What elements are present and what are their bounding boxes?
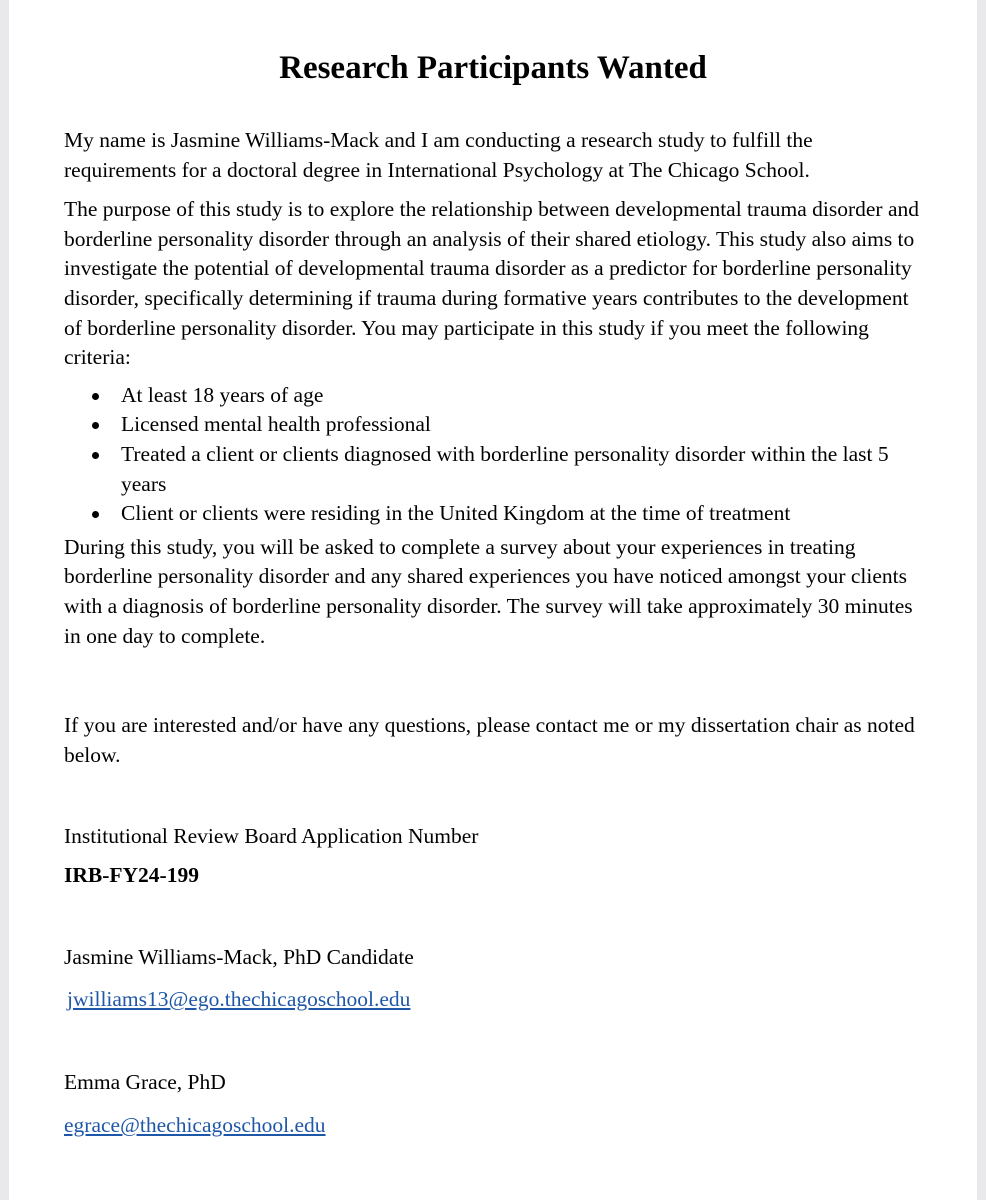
bullet-icon	[92, 511, 99, 518]
investigator-name: Jasmine Williams-Mack, PhD Candidate	[64, 945, 414, 970]
list-item: Treated a client or clients diagnosed with borderline personality disorder within the last 5 years	[64, 440, 929, 499]
list-item: At least 18 years of age	[64, 381, 929, 411]
chair-name: Emma Grace, PhD	[64, 1069, 226, 1094]
investigator-email-link[interactable]: jwilliams13@ego.thechicagoschool.edu	[67, 987, 411, 1012]
bullet-icon	[92, 422, 99, 429]
irb-label: Institutional Review Board Application Number	[64, 824, 479, 849]
chair-email-link[interactable]: egrace@thechicagoschool.edu	[64, 1113, 326, 1138]
study-description-paragraph: During this study, you will be asked to complete a survey about your experiences in treating borderline personality disorder and any shared experiences you have noticed amongst your clients with a diagnosis of borderline personality disorder. The survey will take approximately 30 minutes in one day to complete.	[64, 534, 913, 648]
flyer-page	[9, 0, 977, 1200]
list-item: Client or clients were residing in the United Kingdom at the time of treatment	[64, 499, 929, 529]
contact-note-paragraph: If you are interested and/or have any questions, please contact me or my dissertation chair as noted below.	[64, 713, 915, 767]
list-item: Licensed mental health professional	[64, 410, 929, 440]
bullet-icon	[92, 452, 99, 459]
intro-paragraph: My name is Jasmine Williams-Mack and I am conducting a research study to fulfill the requirements for a doctoral degree in International Psychology at The Chicago School.	[64, 128, 813, 182]
purpose-paragraph: The purpose of this study is to explore the relationship between developmental trauma disorder and borderline personality disorder through an analysis of their shared etiology. This study also aims to investigate the potential of developmental trauma disorder as a predictor for borderline personality disorder, specifically determining if trauma during formative years contributes to the development of borderline personality disorder. You may participate in this study if you meet the following criteria:	[64, 197, 919, 370]
criteria-list	[64, 381, 929, 529]
bullet-icon	[92, 393, 99, 400]
irb-number: IRB-FY24-199	[64, 862, 199, 887]
page-title: Research Participants Wanted	[279, 50, 707, 86]
